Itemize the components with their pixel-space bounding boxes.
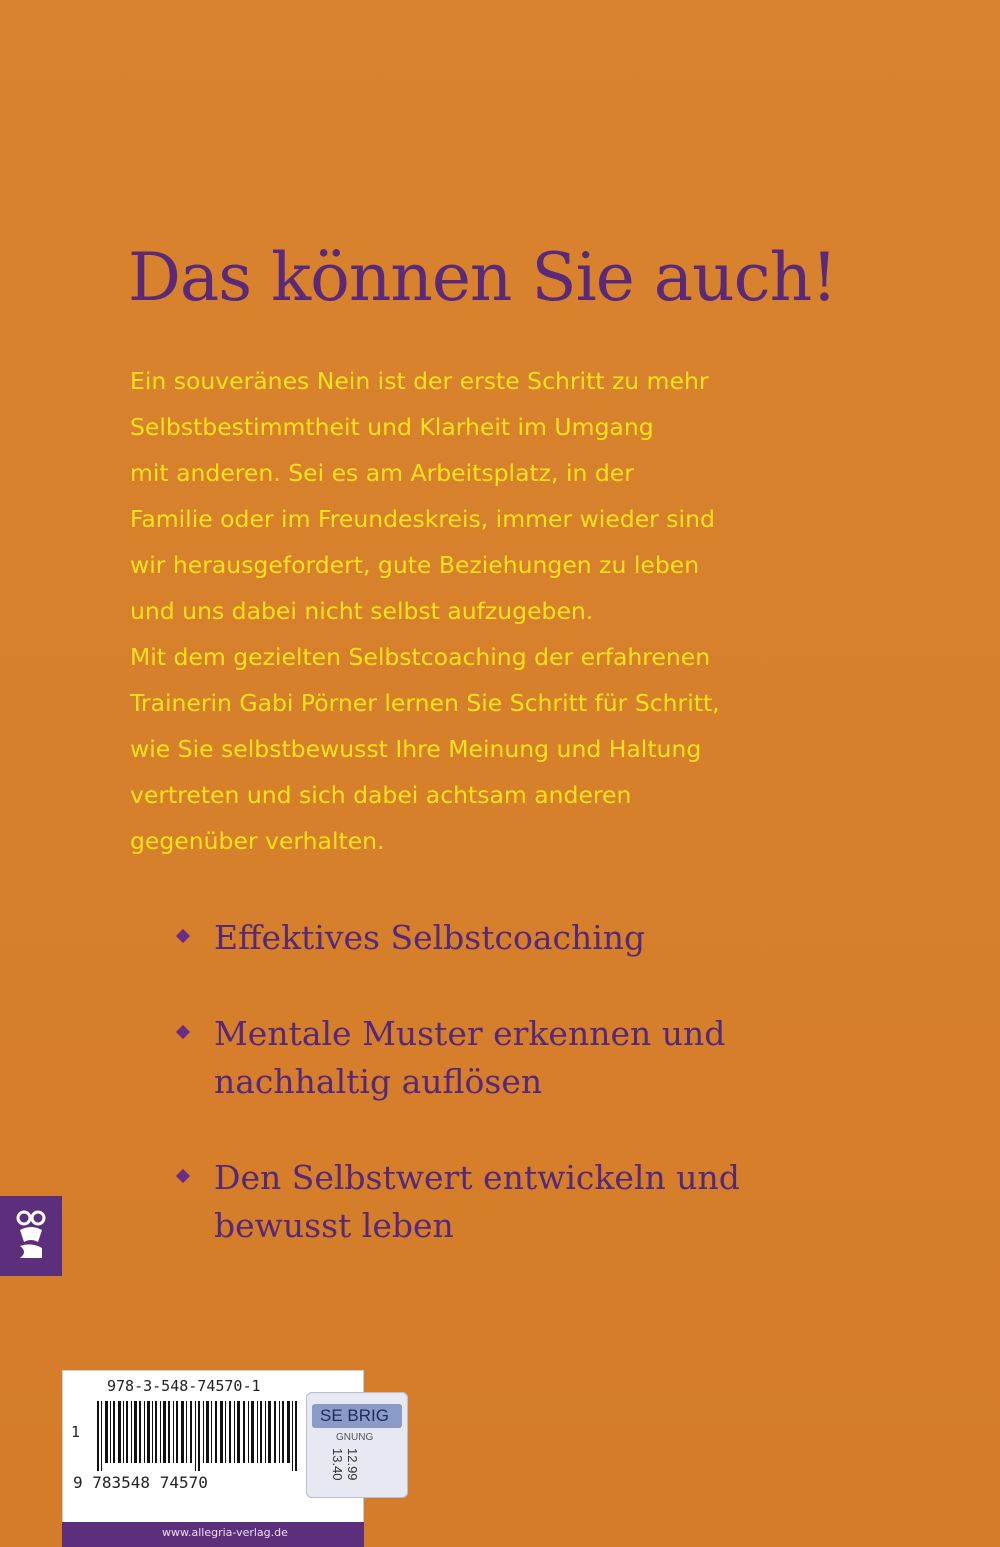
blurb-line: gegenüber verhalten. xyxy=(130,827,385,855)
blurb-line: wie Sie selbstbewusst Ihre Meinung und Haltung xyxy=(130,735,702,763)
owl-icon xyxy=(14,1208,48,1264)
blurb-line: Mit dem gezielten Selbstcoaching der erfahrenen xyxy=(130,643,711,671)
bullet-line: bewusst leben xyxy=(214,1206,454,1245)
bullet-line: Mentale Muster erkennen und xyxy=(214,1014,726,1053)
publisher-url: www.allegria-verlag.de xyxy=(162,1526,288,1539)
sticker-subtext: GNUNG xyxy=(336,1432,374,1443)
blurb-text xyxy=(130,358,850,864)
blurb-line: Trainerin Gabi Pörner lernen Sie Schritt für Schritt, xyxy=(130,689,720,717)
publisher-logo xyxy=(0,1196,62,1276)
bullet-line: nachhaltig auflösen xyxy=(214,1062,543,1101)
blurb-line: und uns dabei nicht selbst aufzugeben. xyxy=(130,597,594,625)
bullet-line: Den Selbstwert entwickeln und xyxy=(214,1158,740,1197)
price-value: 13.40 xyxy=(330,1448,345,1481)
blurb-line: Selbstbestimmtheit und Klarheit im Umgang xyxy=(130,413,654,441)
bullet-text xyxy=(214,914,818,962)
sticker-prices xyxy=(330,1448,360,1481)
price-sticker xyxy=(306,1392,408,1498)
barcode-lead-digit: 1 xyxy=(71,1423,81,1441)
bullet-item xyxy=(178,914,818,962)
blurb-line: Ein souveränes Nein ist der erste Schritt zu mehr xyxy=(130,367,709,395)
blurb-line: vertreten und sich dabei achtsam anderen xyxy=(130,781,632,809)
price-value: 12.99 xyxy=(345,1448,360,1481)
bullet-item xyxy=(178,1154,818,1250)
bullet-text xyxy=(214,1154,818,1250)
diamond-bullet-icon xyxy=(176,1025,190,1039)
diamond-bullet-icon xyxy=(176,929,190,943)
diamond-bullet-icon xyxy=(176,1169,190,1183)
sticker-store-name: SE BRIG xyxy=(320,1406,389,1425)
isbn-number: 978-3-548-74570-1 xyxy=(107,1377,261,1395)
bullet-item xyxy=(178,1010,818,1106)
blurb-line: wir herausgefordert, gute Beziehungen zu leben xyxy=(130,551,700,579)
bullet-text xyxy=(214,1010,818,1106)
bullet-line: Effektives Selbstcoaching xyxy=(214,918,646,957)
barcode-icon xyxy=(97,1401,317,1471)
barcode-digits: 9 783548 74570 xyxy=(73,1473,208,1492)
blurb-line: mit anderen. Sei es am Arbeitsplatz, in der xyxy=(130,459,634,487)
headline: Das können Sie auch! xyxy=(128,239,837,316)
publisher-url-bar xyxy=(62,1522,364,1547)
blurb-line: Familie oder im Freundeskreis, immer wieder sind xyxy=(130,505,715,533)
